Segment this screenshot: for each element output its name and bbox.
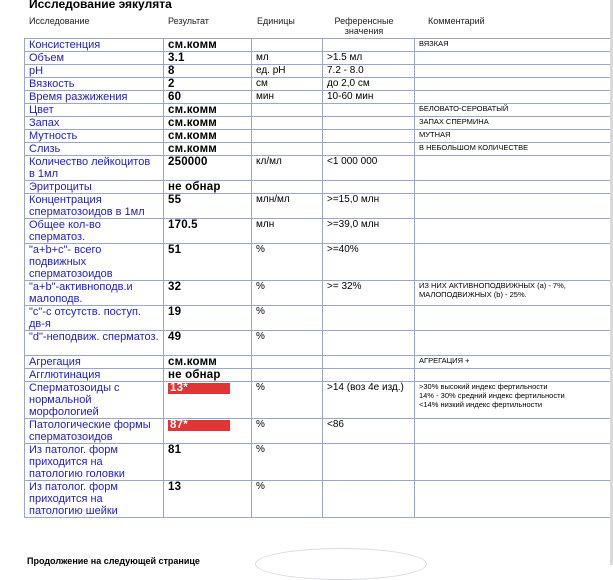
result-value: не обнар <box>164 369 252 382</box>
page-title: Исследование эякулята <box>29 0 172 11</box>
comment <box>415 306 613 331</box>
units: мин <box>252 91 323 104</box>
units: % <box>252 444 323 481</box>
reference-range <box>323 39 415 52</box>
comment <box>415 244 613 281</box>
table-row <box>25 130 613 143</box>
test-name: Консистенция <box>25 39 164 52</box>
comment: ИЗ НИХ АКТИВНОПОДВИЖНЫХ (a) - 7%, МАЛОПОДВИЖНЫХ (b) - 25%. <box>415 281 613 306</box>
units: % <box>252 306 323 331</box>
reference-range <box>323 181 415 194</box>
result-value: 49 <box>164 331 252 356</box>
comment <box>415 481 613 518</box>
continuation-note: Продолжение на следующей странице <box>27 556 200 566</box>
reference-range: до 2,0 см <box>323 78 415 91</box>
table-row <box>25 143 613 156</box>
test-name: pH <box>25 65 164 78</box>
table-row <box>25 78 613 91</box>
test-name: Объем <box>25 52 164 65</box>
comment: БЕЛОВАТО-СЕРОВАТЫЙ <box>415 104 613 117</box>
comment: В НЕБОЛЬШОМ КОЛИЧЕСТВЕ <box>415 143 613 156</box>
comment <box>415 156 613 181</box>
reference-range <box>323 117 415 130</box>
units: млн <box>252 219 323 244</box>
test-name: "a+b+c"- всего подвижных сперматозоидов <box>25 244 164 281</box>
units: % <box>252 281 323 306</box>
header-comment: Комментарий <box>428 16 485 26</box>
result-value: 8 <box>164 65 252 78</box>
units <box>252 356 323 369</box>
result-value: см.комм <box>164 39 252 52</box>
comment: >30% высокий индекс фертильности 14% - 30% средний индекс фертильности <14% низкий индекс фертильности <box>415 382 613 419</box>
comment: ВЯЗКАЯ <box>415 39 613 52</box>
table-row <box>25 356 613 369</box>
result-value: 51 <box>164 244 252 281</box>
reference-range <box>323 130 415 143</box>
table-row <box>25 219 613 244</box>
test-name: Количество лейкоцитов в 1мл <box>25 156 164 181</box>
table-row <box>25 104 613 117</box>
reference-range <box>323 104 415 117</box>
results-table <box>24 38 613 518</box>
comment <box>415 65 613 78</box>
result-value <box>164 419 252 444</box>
table-header <box>0 14 613 40</box>
result-value: 55 <box>164 194 252 219</box>
units <box>252 143 323 156</box>
test-name: Агглютинация <box>25 369 164 382</box>
reference-range: >=15,0 млн <box>323 194 415 219</box>
result-value: 2 <box>164 78 252 91</box>
units: ед. pH <box>252 65 323 78</box>
result-value: см.комм <box>164 143 252 156</box>
result-value: см.комм <box>164 117 252 130</box>
units <box>252 181 323 194</box>
comment: ЗАПАХ СПЕРМИНА <box>415 117 613 130</box>
units <box>252 39 323 52</box>
table-row <box>25 331 613 356</box>
table-row <box>25 156 613 181</box>
reference-range <box>323 356 415 369</box>
table-row <box>25 91 613 104</box>
reference-range: >=40% <box>323 244 415 281</box>
comment <box>415 181 613 194</box>
reference-range: >1.5 мл <box>323 52 415 65</box>
table-row <box>25 281 613 306</box>
units: % <box>252 382 323 419</box>
result-value: 60 <box>164 91 252 104</box>
comment <box>415 369 613 382</box>
result-value: см.комм <box>164 130 252 143</box>
comment <box>415 52 613 65</box>
units <box>252 104 323 117</box>
table-row <box>25 194 613 219</box>
table-row <box>25 382 613 419</box>
reference-range: >= 32% <box>323 281 415 306</box>
reference-range <box>323 444 415 481</box>
header-units: Единицы <box>257 16 295 26</box>
table-row <box>25 52 613 65</box>
units: % <box>252 419 323 444</box>
flagged-result: 87* <box>168 420 230 431</box>
comment <box>415 331 613 356</box>
test-name: Патологические формы сперматозоидов <box>25 419 164 444</box>
test-name: Из патолог. форм приходится на патологию головки <box>25 444 164 481</box>
comment <box>415 91 613 104</box>
reference-range <box>323 481 415 518</box>
test-name: Сперматозоиды с нормальной морфологией <box>25 382 164 419</box>
result-value: 32 <box>164 281 252 306</box>
comment <box>415 194 613 219</box>
reference-range <box>323 369 415 382</box>
table-row <box>25 481 613 518</box>
reference-range: >=39,0 млн <box>323 219 415 244</box>
units: кл/мл <box>252 156 323 181</box>
units: % <box>252 481 323 518</box>
table-row <box>25 39 613 52</box>
test-name: Запах <box>25 117 164 130</box>
result-value: см.комм <box>164 356 252 369</box>
table-row <box>25 181 613 194</box>
header-test: Исследование <box>29 16 89 26</box>
table-row <box>25 419 613 444</box>
result-value: 170.5 <box>164 219 252 244</box>
table-row <box>25 244 613 281</box>
units <box>252 130 323 143</box>
table-row <box>25 444 613 481</box>
table-row <box>25 306 613 331</box>
flagged-result: 13* <box>168 383 230 394</box>
test-name: Агрегация <box>25 356 164 369</box>
comment <box>415 419 613 444</box>
units: % <box>252 244 323 281</box>
test-name: Концентрация сперматозоидов в 1мл <box>25 194 164 219</box>
test-name: Цвет <box>25 104 164 117</box>
result-value: 13 <box>164 481 252 518</box>
units: % <box>252 331 323 356</box>
comment: АГРЕГАЦИЯ + <box>415 356 613 369</box>
test-name: Вязкость <box>25 78 164 91</box>
result-value <box>164 382 252 419</box>
test-name: Время разжижения <box>25 91 164 104</box>
units <box>252 369 323 382</box>
test-name: Общее кол-во сперматоз. <box>25 219 164 244</box>
test-name: Из патолог. форм приходится на патологию шейки <box>25 481 164 518</box>
header-reference: Референсные значения <box>329 16 399 36</box>
units: см <box>252 78 323 91</box>
result-value: 3.1 <box>164 52 252 65</box>
test-name: "d"-неподвиж. сперматоз. <box>25 331 164 356</box>
reference-range: 10-60 мин <box>323 91 415 104</box>
comment <box>415 78 613 91</box>
comment <box>415 219 613 244</box>
units: мл <box>252 52 323 65</box>
comment <box>415 444 613 481</box>
reference-range <box>323 143 415 156</box>
result-value: 19 <box>164 306 252 331</box>
reference-range: >14 (воз 4е изд.) <box>323 382 415 419</box>
reference-range: <86 <box>323 419 415 444</box>
header-result: Результат <box>168 16 209 26</box>
result-value: 81 <box>164 444 252 481</box>
test-name: Мутность <box>25 130 164 143</box>
table-row <box>25 117 613 130</box>
test-name: Эритроциты <box>25 181 164 194</box>
test-name: "c"-с отсутств. поступ. дв-я <box>25 306 164 331</box>
units: млн/мл <box>252 194 323 219</box>
reference-range <box>323 306 415 331</box>
table-row <box>25 369 613 382</box>
comment: МУТНАЯ <box>415 130 613 143</box>
result-value: см.комм <box>164 104 252 117</box>
table-row <box>25 65 613 78</box>
units <box>252 117 323 130</box>
reference-range <box>323 331 415 356</box>
result-value: 250000 <box>164 156 252 181</box>
test-name: Слизь <box>25 143 164 156</box>
reference-range: <1 000 000 <box>323 156 415 181</box>
result-value: не обнар <box>164 181 252 194</box>
stamp-fragment <box>255 548 427 580</box>
test-name: "a+b"-активноподв.и малоподв. <box>25 281 164 306</box>
reference-range: 7.2 - 8.0 <box>323 65 415 78</box>
